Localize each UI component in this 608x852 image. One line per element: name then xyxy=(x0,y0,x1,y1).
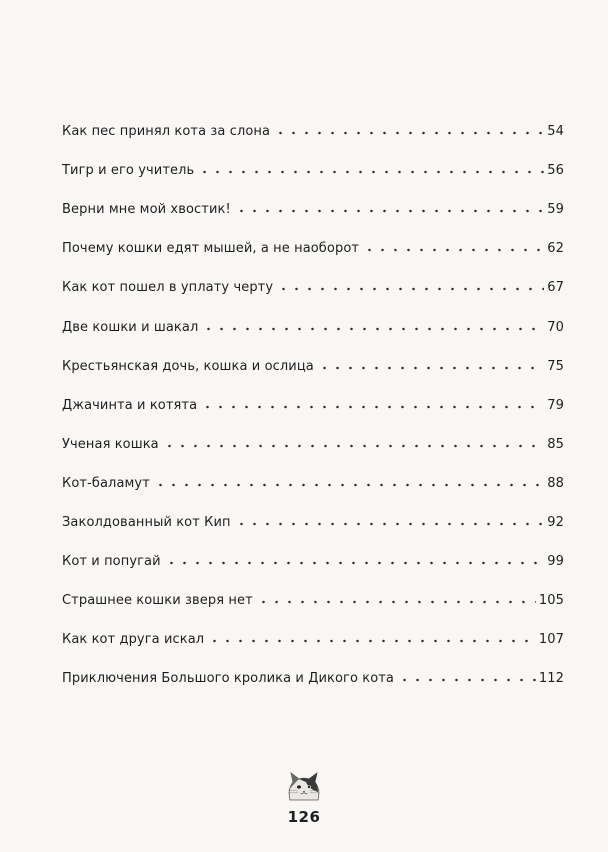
toc-entry xyxy=(62,398,564,422)
toc-entry-page: 70 xyxy=(547,319,564,335)
dot-leader xyxy=(235,203,544,213)
toc-entry-title: Приключения Большого кролика и Дикого кота xyxy=(62,671,394,687)
toc-entry-title: Две кошки и шакал xyxy=(62,319,199,335)
toc-entry-page: 85 xyxy=(547,436,564,452)
toc-entry xyxy=(62,437,564,461)
dot-leader xyxy=(163,438,545,448)
page-footer xyxy=(0,770,608,826)
toc-entry xyxy=(62,241,564,265)
toc-entry-page: 107 xyxy=(538,632,564,648)
cat-icon xyxy=(284,770,324,804)
dot-leader xyxy=(154,477,544,487)
dot-leader xyxy=(277,281,544,291)
toc-entry-title: Почему кошки едят мышей, а не наоборот xyxy=(62,241,360,257)
toc-entry-page: 54 xyxy=(547,124,564,139)
dot-leader xyxy=(235,516,545,526)
page-number: 126 xyxy=(287,808,321,826)
toc-entry xyxy=(62,124,564,148)
toc-entry xyxy=(62,671,564,695)
toc-entry-title: Ученая кошка xyxy=(62,436,159,452)
toc-entry-page: 56 xyxy=(547,163,564,179)
toc-entry xyxy=(62,554,564,578)
dot-leader xyxy=(257,594,536,604)
toc-entry-title: Страшнее кошки зверя нет xyxy=(62,593,253,609)
toc-entry xyxy=(62,632,564,656)
toc-entry-page: 99 xyxy=(547,554,564,570)
toc-entry xyxy=(62,320,564,344)
toc-entry-page: 112 xyxy=(538,671,564,687)
dot-leader xyxy=(202,321,544,331)
toc-entry xyxy=(62,163,564,187)
toc-entry-title: Крестьянская дочь, кошка и ослица xyxy=(62,358,314,374)
toc-entry-title: Как пес принял кота за слона xyxy=(62,124,271,139)
dot-leader xyxy=(208,633,536,643)
toc-entry-page: 79 xyxy=(547,397,564,413)
toc-entry-page: 67 xyxy=(547,280,564,296)
toc-entry xyxy=(62,476,564,500)
toc-entry-title: Кот и попугай xyxy=(62,554,161,570)
toc-entry xyxy=(62,280,564,304)
dot-leader xyxy=(363,242,544,252)
toc-entry xyxy=(62,593,564,617)
toc-entry xyxy=(62,515,564,539)
toc-entry xyxy=(62,202,564,226)
toc-entry-title: Тигр и его учитель xyxy=(62,163,195,179)
toc-entry-page: 92 xyxy=(547,515,564,530)
toc-entry-title: Как кот пошел в уплату черту xyxy=(62,280,274,296)
toc-entry-page: 105 xyxy=(538,593,564,609)
toc-entry-title: Кот-баламут xyxy=(62,475,150,491)
dot-leader xyxy=(318,360,544,370)
toc-entry-title: Джачинта и котята xyxy=(62,397,198,413)
toc-entry xyxy=(62,359,564,383)
dot-leader xyxy=(398,672,536,682)
toc-entry-title: Как кот друга искал xyxy=(62,632,205,648)
toc-entry-title: Верни мне мой хвостик! xyxy=(62,202,231,218)
dot-leader xyxy=(198,164,544,174)
dot-leader xyxy=(165,555,545,565)
toc-entry-page: 59 xyxy=(547,202,564,218)
toc-entry-page: 75 xyxy=(547,358,564,374)
toc-entry-page: 62 xyxy=(547,241,564,257)
dot-leader xyxy=(274,125,544,135)
dot-leader xyxy=(201,399,544,409)
toc-entry-title: Заколдованный кот Кип xyxy=(62,515,231,530)
toc-entry-page: 88 xyxy=(547,475,564,491)
